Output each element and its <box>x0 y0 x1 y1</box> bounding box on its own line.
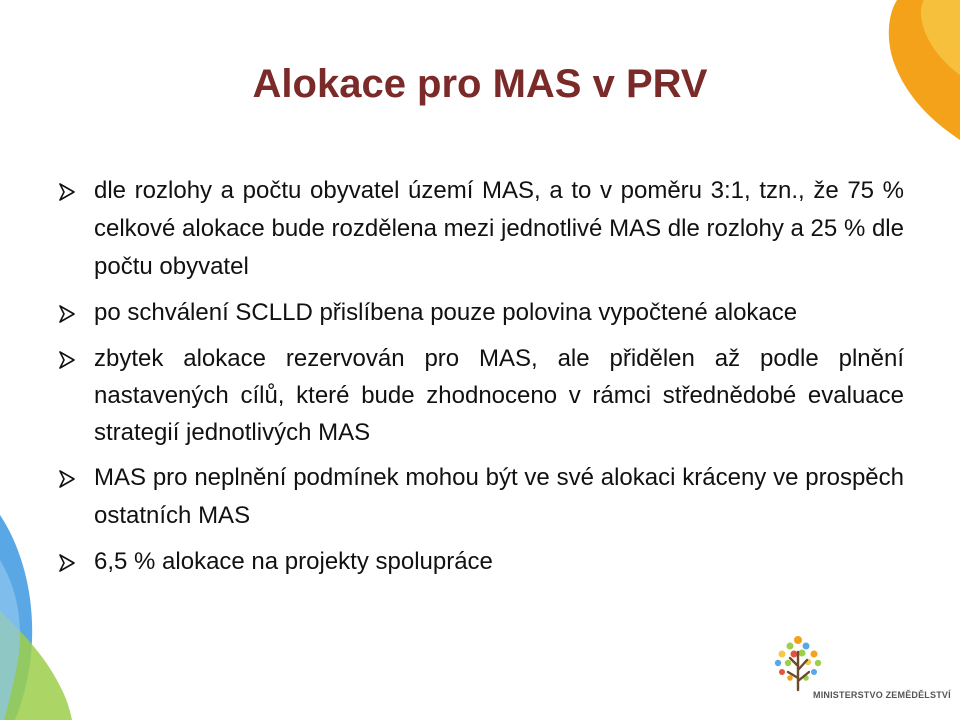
bullet-item <box>58 543 904 581</box>
bullet-item <box>58 459 904 535</box>
arrowhead-bullet-icon <box>58 470 76 488</box>
slide-title: Alokace pro MAS v PRV <box>252 62 708 106</box>
bullet-text: 6,5 % alokace na projekty spolupráce <box>94 548 493 575</box>
bullet-item <box>58 172 904 286</box>
arrowhead-bullet-icon <box>58 351 76 369</box>
ministry-tree-logo-icon <box>760 626 950 716</box>
logo-text: MINISTERSTVO ZEMĚDĚLSTVÍ <box>813 690 951 700</box>
bullet-text: dle rozlohy a počtu obyvatel území MAS, a to v poměru 3:1, tzn., že 75 % celkové alokace bude rozdělena mezi jednotlivé MAS dle rozlohy a 25 % dle počtu obyvatel <box>94 177 904 280</box>
arrowhead-bullet-icon <box>58 183 76 201</box>
bullet-item <box>58 294 904 332</box>
tree-trunk <box>788 652 809 690</box>
arrowhead-bullet-icon <box>58 554 76 572</box>
arrowhead-bullet-icon <box>58 305 76 323</box>
bullet-item <box>58 340 904 451</box>
bullet-text: po schválení SCLLD přislíbena pouze polovina vypočtené alokace <box>94 299 798 326</box>
bullet-text: zbytek alokace rezervován pro MAS, ale přidělen až podle plnění nastavených cílů, které bude zhodnoceno v rámci střednědobé evaluace strategií jednotlivých MAS <box>94 345 904 446</box>
bullet-text: MAS pro neplnění podmínek mohou být ve své alokaci kráceny ve prospěch ostatních MAS <box>94 464 904 529</box>
bullet-list <box>58 172 904 589</box>
